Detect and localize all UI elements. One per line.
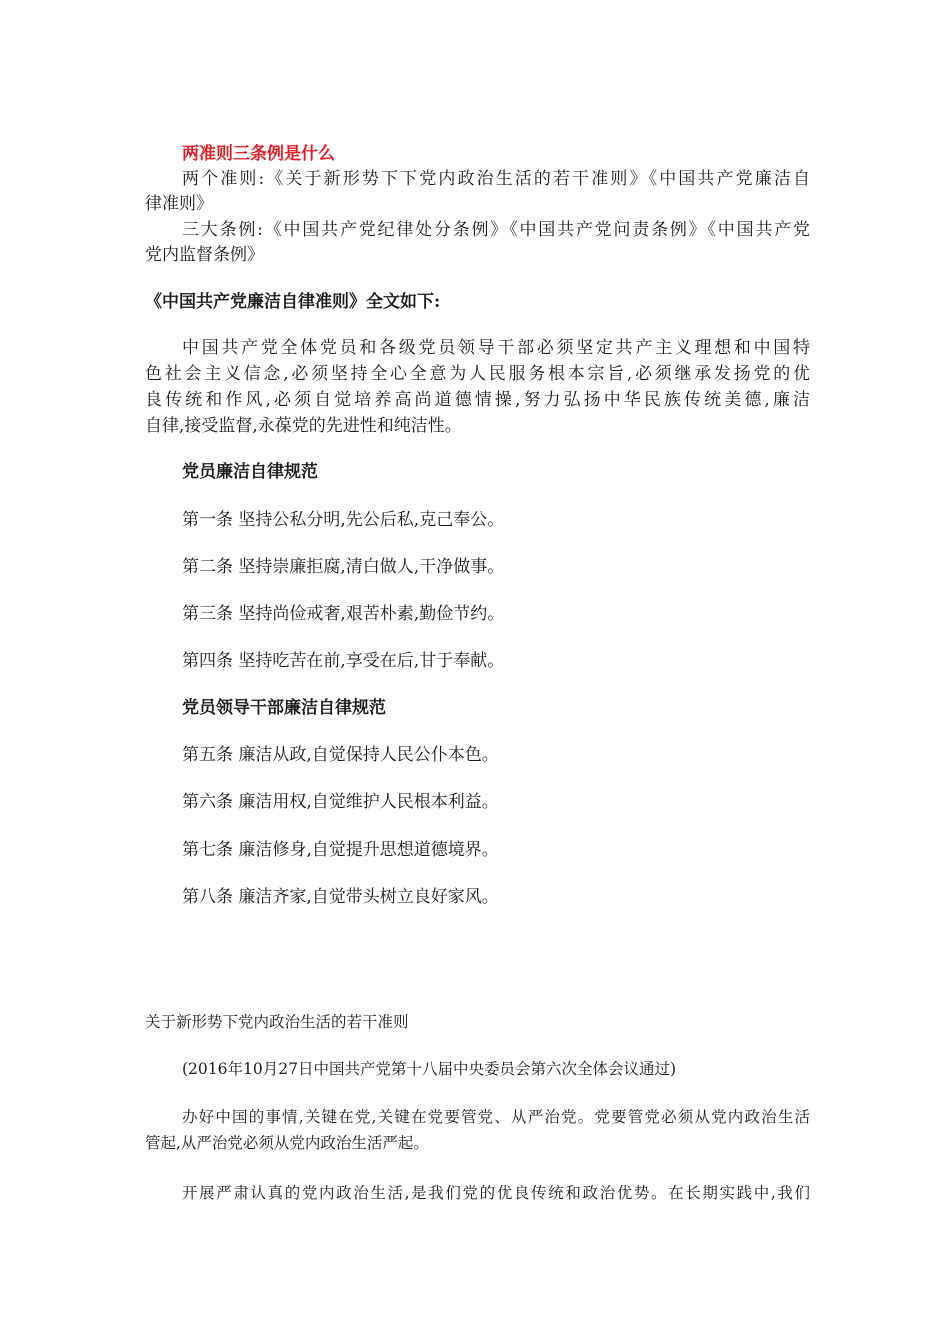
article-3: 第三条 坚持尚俭戒奢,艰苦朴素,勤俭节约。 (182, 604, 505, 624)
fulltext-heading: 《中国共产党廉洁自律准则》全文如下: (145, 292, 441, 312)
preamble-line-3: 良传统和作风,必须自觉培养高尚道德情操,努力弘扬中华民族传统美德,廉洁 (145, 390, 810, 410)
preamble-line-1: 中国共产党全体党员和各级党员领导干部必须坚定共产主义理想和中国特 (182, 338, 810, 358)
article-6: 第六条 廉洁用权,自觉维护人民根本利益。 (182, 792, 499, 812)
article-1: 第一条 坚持公私分明,先公后私,克己奉公。 (182, 510, 505, 530)
preamble-line-2: 色社会主义信念,必须坚持全心全意为人民服务根本宗旨,必须继承发扬党的优 (145, 364, 810, 384)
two-rules-line-2: 律准则》 (145, 194, 213, 214)
two-rules-line-1: 两个准则:《关于新形势下下党内政治生活的若干准则》《中国共产党廉洁自 (182, 169, 810, 189)
three-regs-line-2: 党内监督条例》 (145, 245, 264, 265)
second-doc-para1-line-2: 管起,从严治党必须从党内政治生活严起。 (145, 1134, 429, 1152)
intro-title: 两准则三条例是什么 (182, 144, 335, 164)
article-4: 第四条 坚持吃苦在前,享受在后,甘于奉献。 (182, 651, 505, 671)
three-regs-line-1: 三大条例:《中国共产党纪律处分条例》《中国共产党问责条例》《中国共产党 (182, 220, 810, 240)
section-leaders-heading: 党员领导干部廉洁自律规范 (182, 698, 386, 718)
article-8: 第八条 廉洁齐家,自觉带头树立良好家风。 (182, 887, 499, 907)
second-doc-para1-line-1: 办好中国的事情,关键在党,关键在党要管党、从严治党。党要管党必须从党内政治生活 (182, 1108, 810, 1126)
second-doc-adopted: (2016年10月27日中国共产党第十八届中央委员会第六次全体会议通过) (182, 1060, 676, 1078)
preamble-line-4: 自律,接受监督,永葆党的先进性和纯洁性。 (145, 416, 462, 436)
article-5: 第五条 廉洁从政,自觉保持人民公仆本色。 (182, 745, 499, 765)
second-doc-para2-line-1: 开展严肃认真的党内政治生活,是我们党的优良传统和政治优势。在长期实践中,我们 (182, 1184, 810, 1202)
article-7: 第七条 廉洁修身,自觉提升思想道德境界。 (182, 840, 499, 860)
section-members-heading: 党员廉洁自律规范 (182, 462, 318, 482)
article-2: 第二条 坚持崇廉拒腐,清白做人,干净做事。 (182, 557, 505, 577)
second-doc-title: 关于新形势下党内政治生活的若干准则 (145, 1013, 409, 1031)
